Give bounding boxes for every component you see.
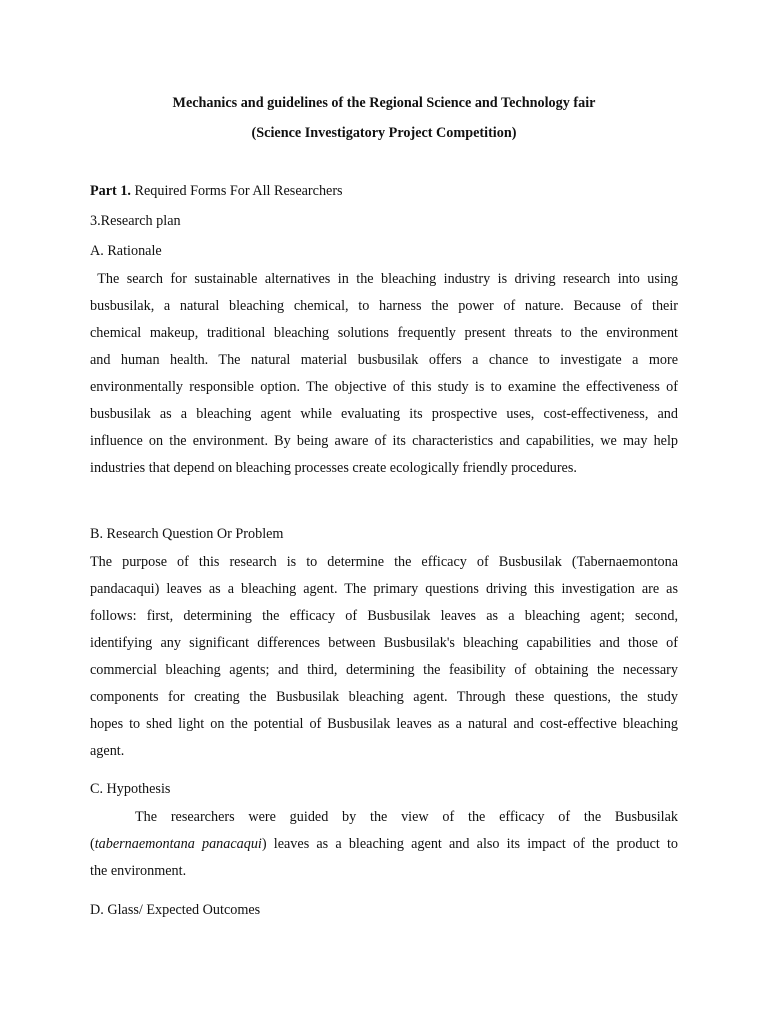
research-question-heading: B. Research Question Or Problem — [90, 526, 284, 542]
goals-heading: D. Glass/ Expected Outcomes — [90, 902, 261, 918]
rationale-line: busbusilak, a natural bleaching chemical, to harness the power of nature. Because of their — [90, 298, 678, 314]
hypothesis-heading: C. Hypothesis — [90, 781, 171, 797]
research-question-line: identifying any significant differences between Busbusilak's bleaching capabilities and those of — [90, 635, 678, 651]
paren-open: ( — [90, 836, 95, 852]
hypothesis-line: The researchers were guided by the view of the efficacy of the Busbusilak — [135, 809, 678, 825]
rationale-line: and human health. The natural material busbusilak offers a chance to investigate a more — [90, 352, 678, 368]
research-question-paragraph — [90, 549, 678, 765]
research-question-line: commercial bleaching agents; and third, determining the feasibility of obtaining the necessary — [90, 662, 678, 678]
part-label: Part 1. — [90, 183, 131, 199]
document-subtitle: (Science Investigatory Project Competition) — [251, 125, 517, 141]
rationale-line: influence on the environment. By being aware of its characteristics and capabilities, we may help — [90, 433, 678, 449]
research-plan-heading: 3.Research plan — [90, 213, 181, 229]
rationale-line: environmentally responsible option. The objective of this study is to examine the effectiveness of — [90, 379, 678, 395]
research-question-line: follows: first, determining the efficacy of Busbusilak leaves as a bleaching agent; second, — [90, 608, 678, 624]
part-text: Required Forms For All Researchers — [130, 183, 343, 199]
hypothesis-line — [90, 831, 678, 858]
hypothesis-line-rest: ) leaves as a bleaching agent and also its impact of the product to — [261, 836, 679, 852]
rationale-line: The search for sustainable alternatives in the bleaching industry is driving research into using — [90, 271, 678, 287]
species-name: tabernaemontana panacaqui — [94, 836, 262, 852]
hypothesis-line: the environment. — [90, 863, 187, 879]
rationale-line: chemical makeup, traditional bleaching solutions frequently present threats to the environment — [90, 325, 678, 341]
part-heading — [90, 182, 678, 200]
rationale-heading: A. Rationale — [90, 243, 162, 259]
research-question-line: pandacaqui) leaves as a bleaching agent. The primary questions driving this investigation are as — [90, 581, 678, 597]
research-question-line: components for creating the Busbusilak bleaching agent. Through these questions, the study — [90, 689, 678, 705]
research-question-line: hopes to shed light on the potential of Busbusilak leaves as a natural and cost-effective bleaching — [90, 716, 678, 732]
research-question-line: The purpose of this research is to determine the efficacy of Busbusilak (Tabernaemontona — [90, 554, 678, 570]
research-question-line: agent. — [90, 743, 125, 759]
rationale-paragraph — [90, 266, 678, 482]
rationale-line: industries that depend on bleaching processes create ecologically friendly procedures. — [90, 460, 577, 476]
rationale-line: busbusilak as a bleaching agent while evaluating its prospective uses, cost-effectiveness, and — [90, 406, 678, 422]
hypothesis-paragraph — [90, 804, 678, 885]
document-title: Mechanics and guidelines of the Regional Science and Technology fair — [172, 95, 596, 111]
